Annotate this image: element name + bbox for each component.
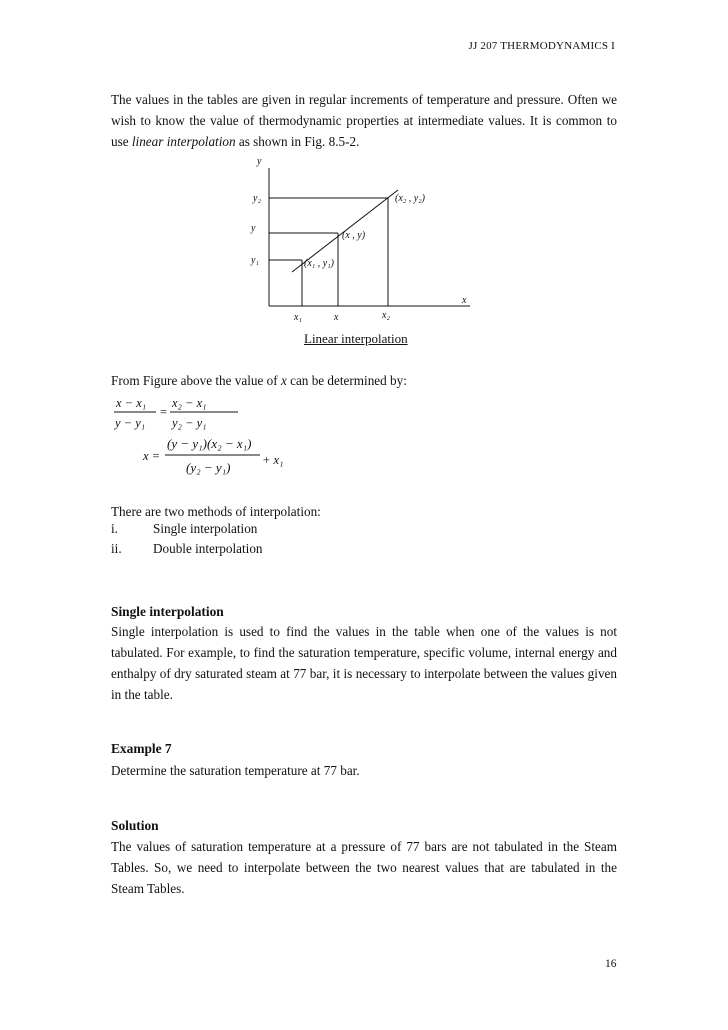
y1-label: y₁	[251, 255, 259, 266]
single-heading: Single interpolation	[111, 604, 224, 619]
intro-tail: as shown in Fig. 8.5-2.	[235, 134, 360, 149]
point-1-label: (x₁ , y₁)	[304, 258, 334, 269]
page-number: 16	[605, 958, 617, 970]
interpolation-figure	[240, 150, 480, 330]
solution-body: The values of saturation temperature at a pressure of 77 bars are not tabulated in the Steam Tables. So, we need to interpolate between the two nearest values that are tabulated in the Steam Tables.	[111, 839, 617, 896]
y2-label: y₂	[253, 193, 261, 204]
list-item-label: Single interpolation	[153, 521, 258, 536]
equations	[110, 392, 310, 482]
x-label: x	[334, 312, 339, 323]
x-axis-label: x	[462, 295, 467, 306]
derive-variable: x	[280, 373, 287, 388]
derive-text: From Figure above the value of	[111, 373, 281, 388]
eq1-left-denominator: y − y₁	[115, 416, 146, 430]
list-item	[111, 521, 257, 537]
derive-sentence	[111, 370, 617, 391]
running-header: JJ 207 THERMODYNAMICS I	[468, 40, 615, 52]
methods-intro: There are two methods of interpolation:	[111, 504, 321, 519]
solution-heading: Solution	[111, 818, 159, 833]
eq1-left-numerator: x − x₁	[116, 396, 147, 410]
eq2-numerator: (y − y₁)(x₂ − x₁)	[167, 436, 252, 451]
intro-text: The values in the tables are given in regular increments of temperature and pressure. Often we wish to know the value of thermodynamic properties at intermediate values. It is common to use	[111, 92, 617, 149]
example-heading: Example 7	[111, 741, 172, 756]
y-axis-label: y	[257, 156, 262, 167]
eq1-right-denominator: y₂ − y₁	[172, 416, 207, 430]
intro-paragraph	[111, 89, 617, 152]
x1-label: x₁	[294, 312, 302, 323]
eq1-equals: =	[160, 405, 168, 419]
list-item-label: Double interpolation	[153, 541, 263, 556]
eq2-tail: + x₁	[262, 453, 284, 467]
derive-tail: can be determined by:	[286, 373, 407, 388]
eq1-right-numerator: x₂ − x₁	[172, 396, 207, 410]
example-body: Determine the saturation temperature at 77 bar.	[111, 763, 360, 778]
single-body: Single interpolation is used to find the values in the table when one of the values is not tabulated. For example, to find the saturation temperature, specific volume, internal energy and enthalpy of dry saturated steam at 77 bar, it is necessary to interpolate between the values given in the table.	[111, 624, 617, 702]
figure-caption: Linear interpolation	[304, 331, 408, 346]
eq2-denominator: (y₂ − y₁)	[186, 460, 231, 475]
point-2-label: (x₂ , y₂)	[395, 193, 425, 204]
intro-emphasis: linear interpolation	[131, 134, 236, 149]
list-item-number: ii.	[111, 541, 122, 556]
point-label: (x , y)	[342, 230, 366, 241]
eq2-lhs: x =	[143, 449, 161, 463]
x2-label: x₂	[382, 310, 390, 321]
list-item	[111, 541, 263, 557]
list-item-number: i.	[111, 521, 118, 536]
y-label: y	[251, 223, 256, 234]
